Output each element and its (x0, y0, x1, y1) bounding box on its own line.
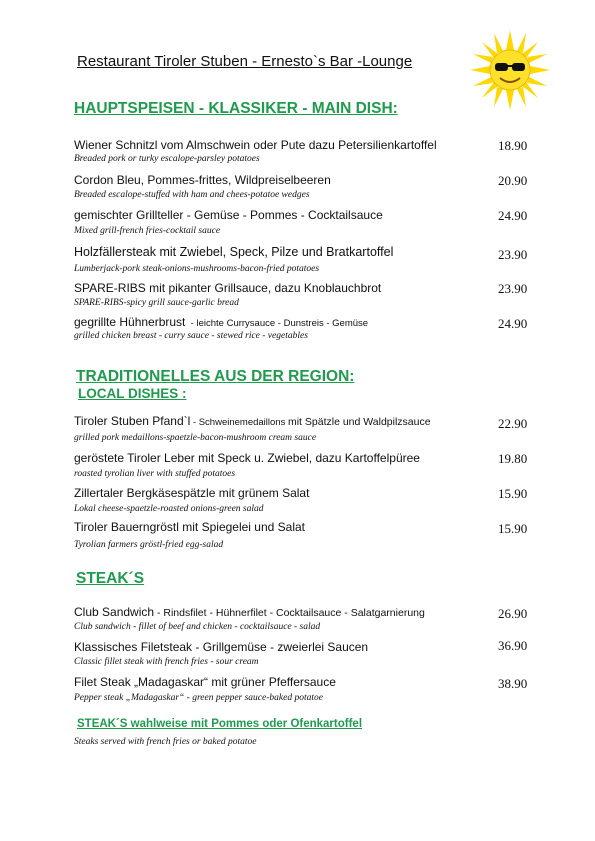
menu-item-price: 24.90 (498, 316, 528, 331)
menu-item-name: Wiener Schnitzl vom Almschwein oder Pute dazu Petersilienkartoffel (74, 138, 437, 152)
menu-item-desc: Breaded pork or turky escalope-parsley potatoes (74, 154, 260, 164)
menu-item-name: Zillertaler Bergkäsespätzle mit grünem Salat (74, 486, 310, 500)
menu-item-rest-text: mit Spätzle und Waldpilzsauce (287, 416, 431, 428)
local-dishes-subheading: LOCAL DISHES : (78, 386, 187, 401)
menu-item-desc: Classic fillet steak with french fries - sour cream (74, 657, 259, 667)
menu-item-price: 24.90 (498, 208, 528, 223)
menu-item-name: Klassisches Filetsteak - Grillgemüse - zweierlei Saucen (74, 640, 369, 654)
menu-item-price: 26.90 (498, 606, 528, 621)
menu-item-name (74, 414, 431, 428)
menu-item-price: 23.90 (498, 247, 528, 262)
menu-item-price: 23.90 (498, 281, 528, 296)
menu-item-name (74, 315, 368, 329)
menu-item-desc: Mixed grill-french fries-cocktail sauce (74, 226, 221, 236)
menu-item-price: 18.90 (498, 138, 528, 153)
menu-item-desc: roasted tyrolian liver with stuffed potatoes (74, 469, 236, 479)
regional-heading: TRADITIONELLES AUS DER REGION: (76, 368, 355, 385)
steaks-side-note: STEAK´S wahlweise mit Pommes oder Ofenkartoffel (77, 718, 363, 730)
menu-item-desc: Lumberjack-pork steak-onions-mushrooms-bacon-fried potatoes (74, 264, 320, 274)
menu-item-desc: Lokal cheese-spaetzle-roasted onions-green salad (74, 504, 264, 514)
menu-item-price: 15.90 (498, 521, 528, 536)
steaks-side-note-desc: Steaks served with french fries or baked potatoe (74, 737, 257, 747)
menu-item-name: SPARE-RIBS mit pikanter Grillsauce, dazu Knoblauchbrot (74, 281, 382, 295)
menu-item-price: 19.80 (498, 451, 528, 466)
menu-item-extra-text: - Schweinemedaillons (190, 417, 288, 428)
menu-item-desc: SPARE-RIBS-spicy grill sauce-garlic bread (74, 298, 239, 308)
menu-item-name: geröstete Tiroler Leber mit Speck u. Zwiebel, dazu Kartoffelpüree (74, 451, 420, 465)
menu-item-extra-text: - Rindsfilet - Hühnerfilet - Cocktailsauce - Salatgarnierung (154, 607, 425, 619)
menu-item-desc: grilled chicken breast - curry sauce - stewed rice - vegetables (74, 331, 308, 341)
menu-item-price: 15.90 (498, 486, 528, 501)
menu-item-price: 36.90 (498, 638, 528, 653)
menu-item-main-text: gegrillte Hühnerbrust (74, 315, 186, 329)
menu-item-extra-text: - leichte Currysauce - Dunstreis - Gemüse (185, 318, 369, 329)
sun-with-sunglasses-icon (470, 30, 550, 110)
menu-item-desc: grilled pork medaillons-spaetzle-bacon-mushroom cream sauce (74, 433, 317, 443)
menu-item-name: gemischter Grillteller - Gemüse - Pommes - Cocktailsauce (74, 208, 383, 222)
menu-item-price: 38.90 (498, 676, 528, 691)
steaks-heading: STEAK´S (76, 570, 145, 587)
menu-item-desc: Breaded escalope-stuffed with ham and chees-potatoe wedges (74, 190, 310, 200)
menu-item-price: 22.90 (498, 416, 528, 431)
menu-item-main-text: Tiroler Stuben Pfand`l (74, 414, 191, 428)
menu-item-name: Tiroler Bauerngröstl mit Spiegelei und Salat (74, 520, 306, 534)
menu-item-main-text: Club Sandwich (74, 605, 155, 619)
menu-item-name: Filet Steak „Madagaskar“ mit grüner Pfeffersauce (74, 675, 336, 689)
menu-item-desc: Pepper steak „Madagaskar“ - green pepper sauce-baked potatoe (74, 693, 323, 703)
menu-item-name: Holzfällersteak mit Zwiebel, Speck, Pilze und Bratkartoffel (74, 245, 394, 259)
page-title: Restaurant Tiroler Stuben - Ernesto`s Bar -Lounge (77, 53, 413, 70)
menu-item-desc: Tyrolian farmers gröstl-fried egg-salad (74, 540, 224, 550)
menu-item-name: Cordon Bleu, Pommes-frittes, Wildpreiselbeeren (74, 173, 331, 187)
menu-item-price: 20.90 (498, 173, 528, 188)
menu-item-desc: Club sandwich - fillet of beef and chicken - cocktailsauce - salad (74, 622, 321, 632)
menu-item-name (74, 605, 425, 619)
main-dish-heading: HAUPTSPEISEN - KLASSIKER - MAIN DISH: (74, 100, 398, 117)
